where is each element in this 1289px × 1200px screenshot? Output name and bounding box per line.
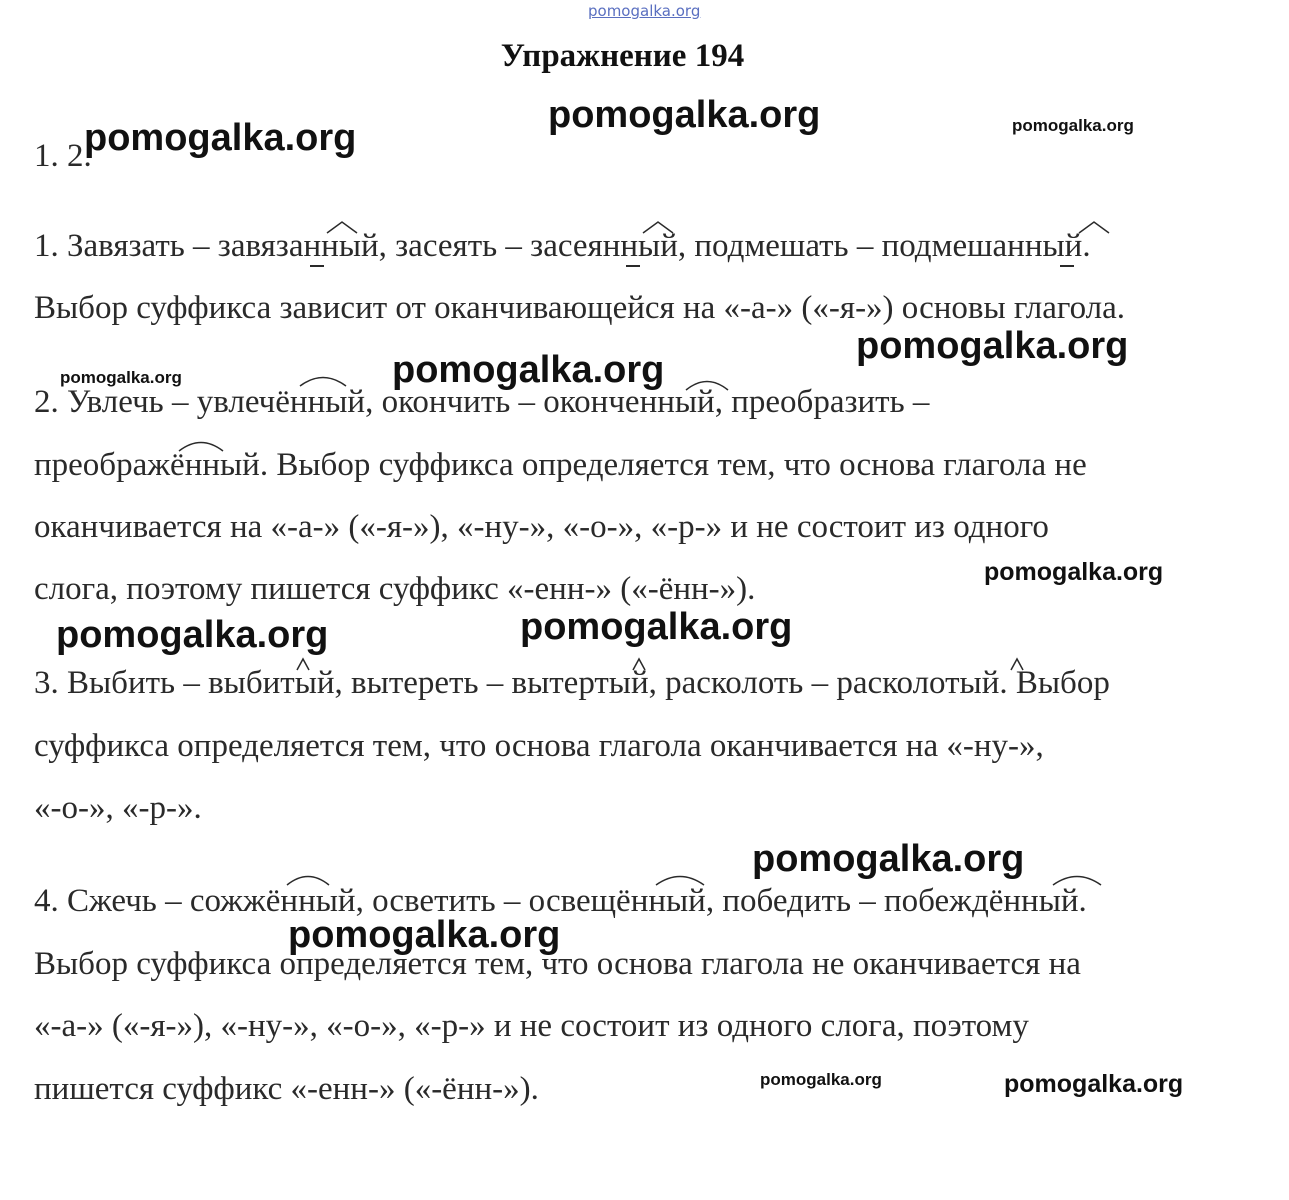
watermark: pomogalka.org: [1012, 116, 1134, 135]
text-line: преображённый. Выбор суффикса определяется тем, что основа глагола не: [34, 447, 1087, 483]
text-line: пишется суффикс «-енн-» («-ённ-»).: [34, 1071, 539, 1107]
text-line: суффикса определяется тем, что основа глагола оканчивается на «-ну-»,: [34, 728, 1044, 764]
vowel-underline: [1060, 265, 1074, 267]
text-line: Выбор суффикса определяется тем, что основа глагола не оканчивается на: [34, 946, 1081, 982]
watermark: pomogalka.org: [752, 838, 1025, 880]
watermark: pomogalka.org: [392, 349, 665, 391]
page-title: Упражнение 194: [500, 38, 745, 74]
text-line: оканчивается на «-а-» («-я-»), «-ну-», «-о-», «-р-» и не состоит из одного: [34, 509, 1049, 545]
watermark: pomogalka.org: [1004, 1070, 1184, 1098]
watermark: pomogalka.org: [984, 558, 1164, 586]
text-line: 3. Выбить – выбитый, вытереть – вытертый, расколоть – расколотый. Выбор: [34, 665, 1110, 701]
text-line: 4. Сжечь – сожжённый, осветить – освещённый, победить – побеждённый.: [34, 883, 1087, 919]
text-line: 1. Завязать – завязанный, засеять – засеянный, подмешать – подмешанный.: [34, 228, 1091, 264]
watermark: pomogalka.org: [288, 914, 561, 956]
watermark: pomogalka.org: [60, 368, 182, 387]
text-line: слога, поэтому пишется суффикс «-енн-» («-ённ-»).: [34, 571, 756, 607]
text-line: 2. Увлечь – увлечённый, окончить – оконченный, преобразить –: [34, 384, 930, 420]
answer-heading: 1. 2.: [34, 138, 92, 174]
text-line: Выбор суффикса зависит от оканчивающейся на «-а-» («-я-») основы глагола.: [34, 290, 1126, 326]
site-link[interactable]: pomogalka.org: [588, 2, 701, 20]
watermark: pomogalka.org: [56, 614, 329, 656]
vowel-underline: [626, 265, 640, 267]
watermark: pomogalka.org: [548, 94, 821, 136]
watermark: pomogalka.org: [520, 606, 793, 648]
watermark: pomogalka.org: [856, 325, 1129, 367]
text-line: «-а-» («-я-»), «-ну-», «-о-», «-р-» и не состоит из одного слога, поэтому: [34, 1008, 1029, 1044]
watermark: pomogalka.org: [760, 1070, 882, 1089]
watermark: pomogalka.org: [84, 117, 357, 159]
text-line: «-о-», «-р-».: [34, 790, 202, 826]
vowel-underline: [310, 265, 324, 267]
